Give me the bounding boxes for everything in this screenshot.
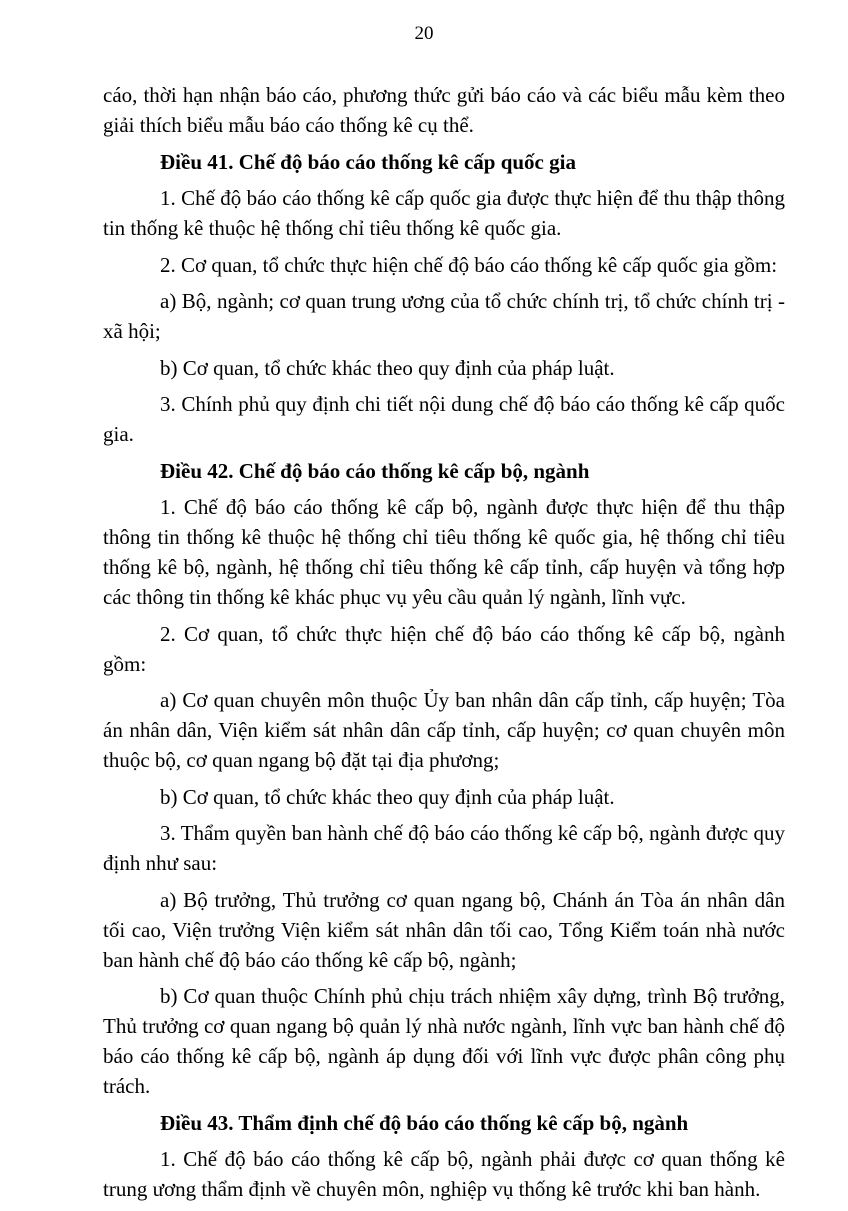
paragraph-continuation: cáo, thời hạn nhận báo cáo, phương thức gửi báo cáo và các biểu mẫu kèm theo giải thích biểu mẫu báo cáo thống kê cụ thể.	[103, 83, 785, 137]
article-42-clause-3b: b) Cơ quan thuộc Chính phủ chịu trách nhiệm xây dựng, trình Bộ trưởng, Thủ trưởng cơ quan ngang bộ quản lý nhà nước ngành, lĩnh vực ban hành chế độ báo cáo thống kê cấp bộ, ngành áp dụng đối với lĩnh vực được phân công phụ trách.	[103, 984, 785, 1098]
article-42-clause-3a: a) Bộ trưởng, Thủ trưởng cơ quan ngang bộ, Chánh án Tòa án nhân dân tối cao, Viện trưởng Viện kiểm sát nhân dân tối cao, Tổng Kiểm toán nhà nước ban hành chế độ báo cáo thống kê cấp bộ, ngành;	[103, 887, 785, 972]
article-42-clause-1: 1. Chế độ báo cáo thống kê cấp bộ, ngành được thực hiện để thu thập thông tin thống kê thuộc hệ thống chỉ tiêu thống kê quốc gia, hệ thống chỉ tiêu thống kê bộ, ngành, hệ thống chỉ tiêu thống kê cấp tỉnh, cấp huyện và tổng hợp các thông tin thống kê khác phục vụ yêu cầu quản lý ngành, lĩnh vực.	[103, 495, 785, 609]
document-body	[103, 80, 785, 1211]
article-41-heading: Điều 41. Chế độ báo cáo thống kê cấp quốc gia	[160, 149, 576, 174]
article-43-heading: Điều 43. Thẩm định chế độ báo cáo thống kê cấp bộ, ngành	[160, 1110, 689, 1135]
article-42-clause-3: 3. Thẩm quyền ban hành chế độ báo cáo thống kê cấp bộ, ngành được quy định như sau:	[103, 821, 785, 875]
article-43-clause-1: 1. Chế độ báo cáo thống kê cấp bộ, ngành phải được cơ quan thống kê trung ương thẩm định về chuyên môn, nghiệp vụ thống kê trước khi ban hành.	[103, 1147, 785, 1201]
article-42-clause-2b: b) Cơ quan, tổ chức khác theo quy định của pháp luật.	[160, 784, 615, 809]
page-number: 20	[414, 23, 434, 44]
article-42-heading: Điều 42. Chế độ báo cáo thống kê cấp bộ, ngành	[160, 458, 590, 483]
article-41-clause-3: 3. Chính phủ quy định chi tiết nội dung chế độ báo cáo thống kê cấp quốc gia.	[103, 392, 785, 446]
article-42-clause-2a: a) Cơ quan chuyên môn thuộc Ủy ban nhân dân cấp tỉnh, cấp huyện; Tòa án nhân dân, Viện kiểm sát nhân dân cấp tỉnh, cấp huyện; cơ quan chuyên môn thuộc bộ, cơ quan ngang bộ đặt tại địa phương;	[103, 688, 785, 772]
article-41-clause-1: 1. Chế độ báo cáo thống kê cấp quốc gia được thực hiện để thu thập thông tin thống kê thuộc hệ thống chỉ tiêu thống kê quốc gia.	[103, 186, 785, 240]
article-42-clause-2: 2. Cơ quan, tổ chức thực hiện chế độ báo cáo thống kê cấp bộ, ngành gồm:	[103, 621, 785, 676]
article-41-clause-2b: b) Cơ quan, tổ chức khác theo quy định của pháp luật.	[160, 355, 615, 380]
article-41-clause-2: 2. Cơ quan, tổ chức thực hiện chế độ báo cáo thống kê cấp quốc gia gồm:	[160, 252, 778, 277]
article-41-clause-2a: a) Bộ, ngành; cơ quan trung ương của tổ chức chính trị, tổ chức chính trị - xã hội;	[103, 289, 785, 343]
